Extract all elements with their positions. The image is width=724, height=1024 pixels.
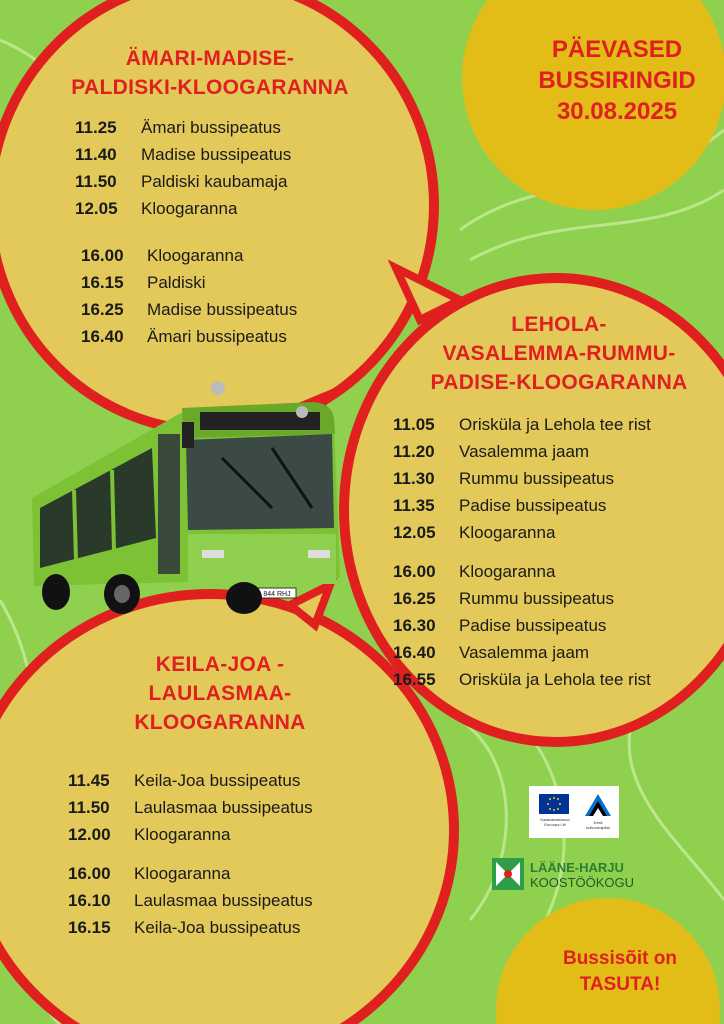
departure-time: 16.15 [81, 273, 124, 292]
schedule-row [81, 246, 297, 273]
schedule-row [68, 891, 313, 918]
schedule-row [393, 670, 651, 697]
schedule-row [81, 327, 297, 354]
stop-name: Rummu bussipeatus [459, 469, 614, 488]
departure-time: 11.45 [68, 771, 110, 790]
eu-logo-text: Euroopa Liit [544, 822, 566, 827]
departure-time: 11.05 [393, 415, 435, 434]
free-ride-line: TASUTA! [579, 974, 661, 995]
free-ride-line: Bussisõit on [562, 948, 677, 969]
departure-time: 16.40 [393, 643, 436, 662]
schedule-row [393, 616, 651, 643]
stop-name: Rummu bussipeatus [459, 589, 614, 608]
departure-time: 16.00 [393, 562, 436, 581]
departure-time: 11.30 [393, 469, 435, 488]
schedule-row [393, 643, 651, 670]
schedule-row [68, 864, 313, 891]
header-title-line: BUSSIRINGID [538, 67, 696, 94]
departure-time: 16.00 [81, 246, 124, 265]
schedule-row [68, 825, 313, 852]
departure-time: 16.55 [393, 670, 436, 689]
stop-name: Padise bussipeatus [459, 616, 607, 635]
departure-time: 11.20 [393, 442, 435, 461]
stop-name: Madise bussipeatus [147, 300, 298, 319]
route-3-title [40, 650, 400, 737]
bus-illustration [22, 378, 344, 618]
departure-time: 11.40 [75, 145, 117, 164]
stop-name: Vasalemma jaam [459, 442, 590, 461]
schedule-row [393, 496, 651, 523]
departure-time: 11.25 [75, 118, 117, 137]
route-2-title [394, 310, 724, 397]
stop-name: Ämari bussipeatus [141, 118, 281, 137]
schedule-row [81, 300, 297, 327]
departure-time: 16.25 [81, 300, 124, 319]
departure-time: 16.10 [68, 891, 111, 910]
sponsor-logos [529, 786, 619, 838]
partner-name: LÄÄNE-HARJU [530, 860, 624, 875]
stop-name: Kloogaranna [134, 825, 231, 844]
schedule-row [75, 199, 291, 226]
partner-logo [492, 858, 635, 895]
route-1-title [20, 44, 400, 102]
departure-time: 16.25 [393, 589, 436, 608]
partner-subname: KOOSTÖÖKOGU [530, 875, 635, 890]
route-1-schedule [75, 118, 291, 226]
stop-name: Laulasmaa bussipeatus [134, 891, 313, 910]
plate-number: 844 RHJ [263, 591, 291, 598]
route-title-line: LEHOLA- [511, 313, 607, 336]
stop-name: Madise bussipeatus [141, 145, 292, 164]
route-title-line: PADISE-KLOOGARANNA [430, 371, 688, 394]
schedule-row [393, 415, 651, 442]
estonian-logo-text: kultuurkapital [586, 825, 610, 830]
schedule-row [75, 172, 291, 199]
partner-logo-icon [492, 858, 524, 890]
schedule-row [68, 918, 313, 945]
stop-name: Kloogaranna [134, 864, 231, 883]
route-title-line: KEILA-JOA - [155, 653, 285, 676]
departure-time: 16.15 [68, 918, 111, 937]
route-title-line: KLOOGARANNA [134, 711, 306, 734]
estonian-logo-text: Eesti [593, 820, 603, 825]
schedule-row [81, 273, 297, 300]
free-ride-notice [520, 946, 720, 998]
stop-name: Keila-Joa bussipeatus [134, 771, 301, 790]
eu-logo-text: Kaasrahastanud [540, 817, 570, 822]
schedule-row [393, 562, 651, 589]
stop-name: Vasalemma jaam [459, 643, 590, 662]
stop-name: Paldiski kaubamaja [141, 172, 288, 191]
schedule-row [393, 589, 651, 616]
stop-name: Paldiski [147, 273, 206, 292]
schedule-row [393, 442, 651, 469]
stop-name: Padise bussipeatus [459, 496, 607, 515]
eu-flag-icon [539, 794, 569, 814]
departure-time: 11.50 [68, 798, 110, 817]
route-1-return-schedule [81, 246, 297, 354]
stop-name: Ämari bussipeatus [147, 327, 287, 346]
header-title [522, 34, 712, 127]
schedule-row [75, 145, 291, 172]
departure-time: 12.05 [75, 199, 118, 218]
header-date: 30.08.2025 [556, 98, 678, 125]
stop-name: Kloogaranna [141, 199, 238, 218]
stop-name: Orisküla ja Lehola tee rist [459, 415, 651, 434]
stop-name: Kloogaranna [459, 562, 556, 581]
schedule-row [393, 469, 651, 496]
departure-time: 16.00 [68, 864, 111, 883]
schedule-row [68, 798, 313, 825]
estonian-flag-icon [585, 794, 611, 816]
route-2-schedule [393, 415, 651, 697]
departure-time: 16.30 [393, 616, 436, 635]
schedule-row [75, 118, 291, 145]
schedule-row [68, 771, 313, 798]
route-title-line: ÄMARI-MADISE- [125, 47, 295, 70]
stop-name: Kloogaranna [459, 523, 556, 542]
route-title-line: PALDISKI-KLOOGARANNA [71, 76, 349, 99]
departure-time: 11.35 [393, 496, 435, 515]
stop-name: Orisküla ja Lehola tee rist [459, 670, 651, 689]
route-title-line: LAULASMAA- [148, 682, 292, 705]
departure-time: 12.05 [393, 523, 436, 542]
stop-name: Laulasmaa bussipeatus [134, 798, 313, 817]
route-3-schedule [68, 771, 313, 945]
header-title-line: PÄEVASED [551, 36, 683, 63]
route-title-line: VASALEMMA-RUMMU- [442, 342, 676, 365]
stop-name: Keila-Joa bussipeatus [134, 918, 301, 937]
schedule-row [393, 523, 651, 550]
departure-time: 16.40 [81, 327, 124, 346]
departure-time: 12.00 [68, 825, 111, 844]
departure-time: 11.50 [75, 172, 117, 191]
stop-name: Kloogaranna [147, 246, 244, 265]
